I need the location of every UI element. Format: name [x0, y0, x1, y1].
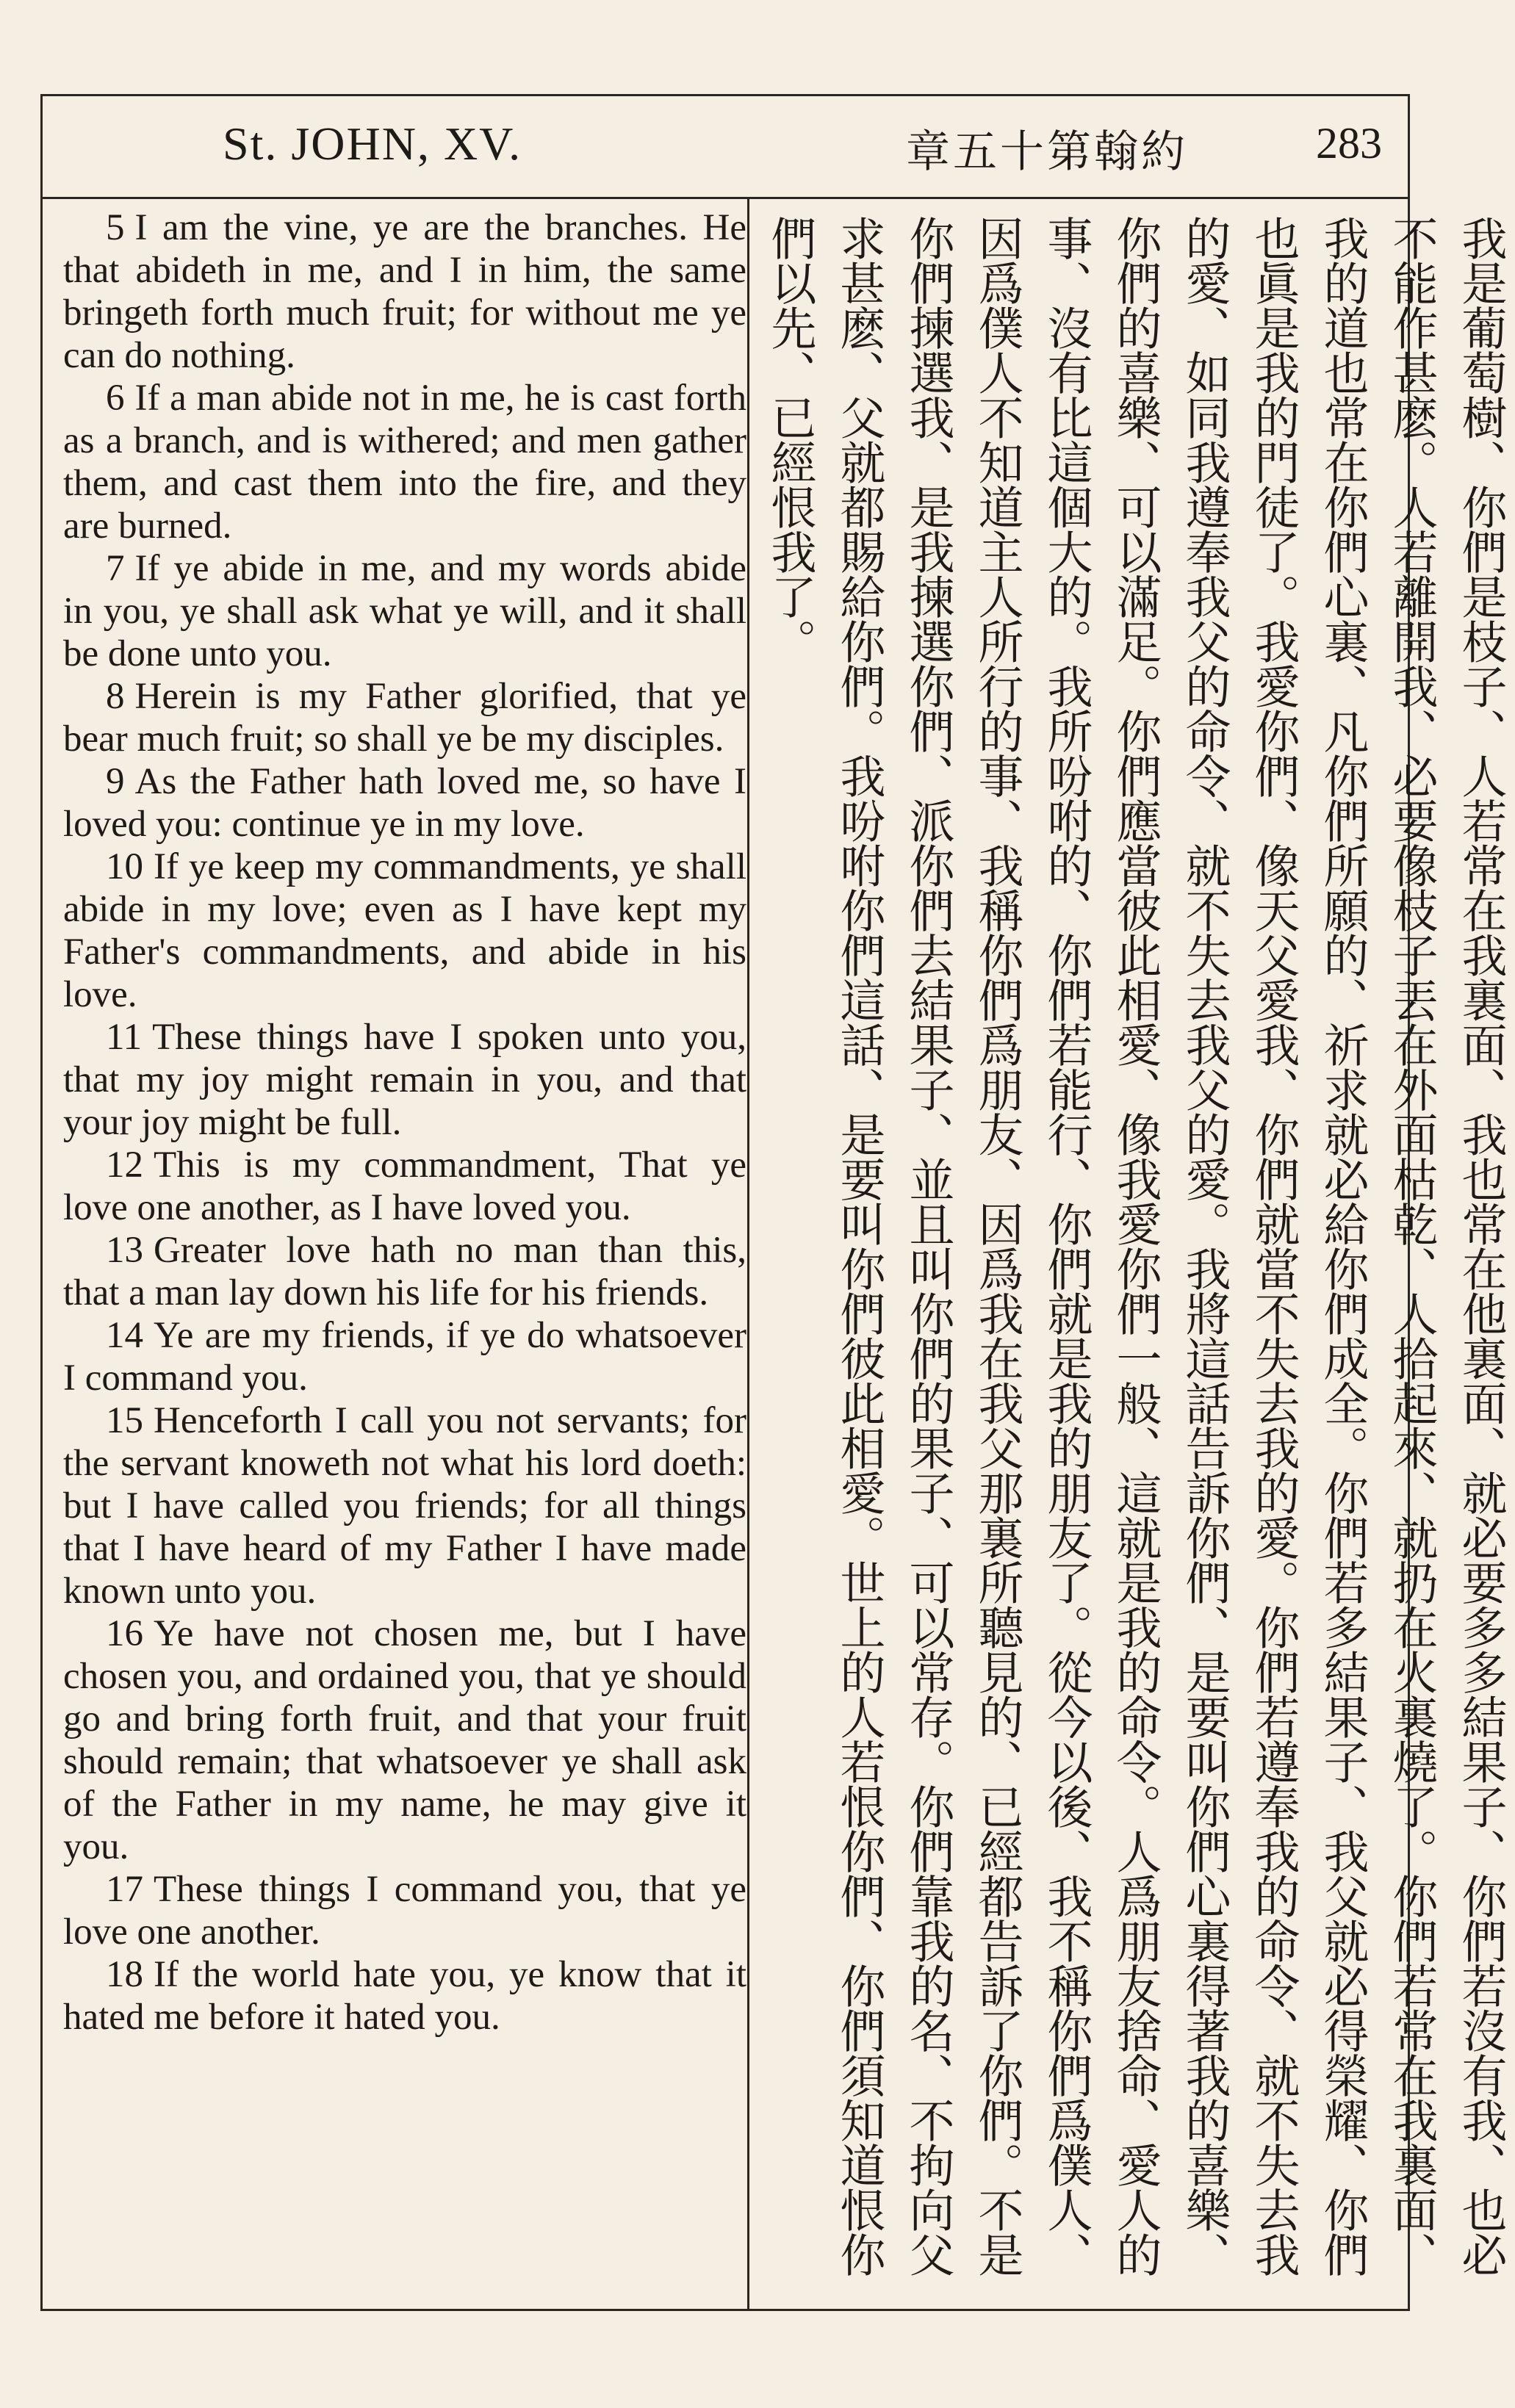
verse: 10 If ye keep my commandments, ye shall abide in my love; even as I have kept my Father's commandments, and abide in his love.	[63, 846, 746, 1015]
verse: 17 These things I command you, that ye love one another.	[63, 1869, 746, 1953]
verse: 7 If ye abide in me, and my words abide in you, ye shall ask what ye will, and it shall be done unto you.	[63, 548, 746, 674]
verse: 9 As the Father hath loved me, so have I loved you: continue ye in my love.	[63, 761, 746, 845]
verse: 5 I am the vine, ye are the branches. He that abideth in me, and I in him, the same bringeth forth much fruit; for without me ye can do nothing.	[63, 207, 746, 376]
verse: 11 These things have I spoken unto you, that my joy might remain in you, and that your joy might be full.	[63, 1017, 746, 1143]
column-divider	[747, 197, 749, 2309]
verse: 6 If a man abide not in me, he is cast forth as a branch, and is withered; and men gather them, and cast them into the fire, and they are burned.	[63, 378, 746, 547]
verse: 8 Herein is my Father glorified, that ye bear much fruit; so shall ye be my disciples.	[63, 676, 746, 760]
chinese-vertical-text: 我是葡萄樹、你們是枝子、人若常在我裏面、我也常在他裏面、就必要多多結果子、你們若沒有我、也必不能作甚麽。人若離開我、必要像枝子丟在外面枯乾、人拾起來、就扔在火裏燒了。你們若常在我裏面、我的道也常在你們心裏、凡你們所願的、祈求就必給你們成全。你們若多結果子、我父就必得榮耀、你們也眞是我的門徒了。我愛你們、像天父愛我、你們就當不失去我的愛。你們若遵奉我的命令、就不失去我的愛、如同我遵奉我父的命令、就不失去我父的愛。我將這話告訴你們、是要叫你們心裏得著我的喜樂、你們的喜樂、可以滿足。你們應當彼此相愛、像我愛你們一般、這就是我的命令。人爲朋友捨命、愛人的事、沒有比這個大的。我所吩咐的、你們若能行、你們就是我的朋友了。從今以後、我不稱你們爲僕人、因爲僕人不知道主人所行的事、我稱你們爲朋友、因爲我在我父那裏所聽見的、已經都告訴了你們。不是你們揀選我、是我揀選你們、派你們去結果子、並且叫你們的果子、可以常存。你們靠我的名、不拘向父求甚麽、父就都賜給你們。我吩咐你們這話、是要叫你們彼此相愛。世上的人若恨你們、你們須知道恨你們以先、已經恨我了。	[763, 215, 1508, 2277]
page-frame	[40, 94, 1508, 2311]
verse: 14 Ye are my friends, if ye do whatsoever I command you.	[63, 1315, 746, 1399]
verse: 15 Henceforth I call you not servants; for the servant knoweth not what his lord doeth: but I have called you friends; for all things that I have heard of my Father I have made known unto you.	[63, 1400, 746, 1612]
verse: 12 This is my commandment, That ye love one another, as I have loved you.	[63, 1144, 746, 1228]
page-number: 283	[1316, 119, 1382, 167]
verse: 16 Ye have not chosen me, but I have chosen you, and ordained you, that ye should go and bring forth fruit, and that your fruit should remain; that whatsoever ye shall ask of the Father in my name, he may give it you.	[63, 1613, 746, 1867]
chinese-column	[755, 215, 1508, 2301]
running-title-english: St. JOHN, XV.	[223, 118, 522, 170]
page-header	[43, 96, 1408, 199]
english-column	[63, 206, 746, 2300]
verse: 18 If the world hate you, ye know that it hated me before it hated you.	[63, 1954, 746, 2038]
running-title-chinese: 章五十第翰約	[906, 126, 1188, 178]
verse: 13 Greater love hath no man than this, that a man lay down his life for his friends.	[63, 1230, 746, 1313]
